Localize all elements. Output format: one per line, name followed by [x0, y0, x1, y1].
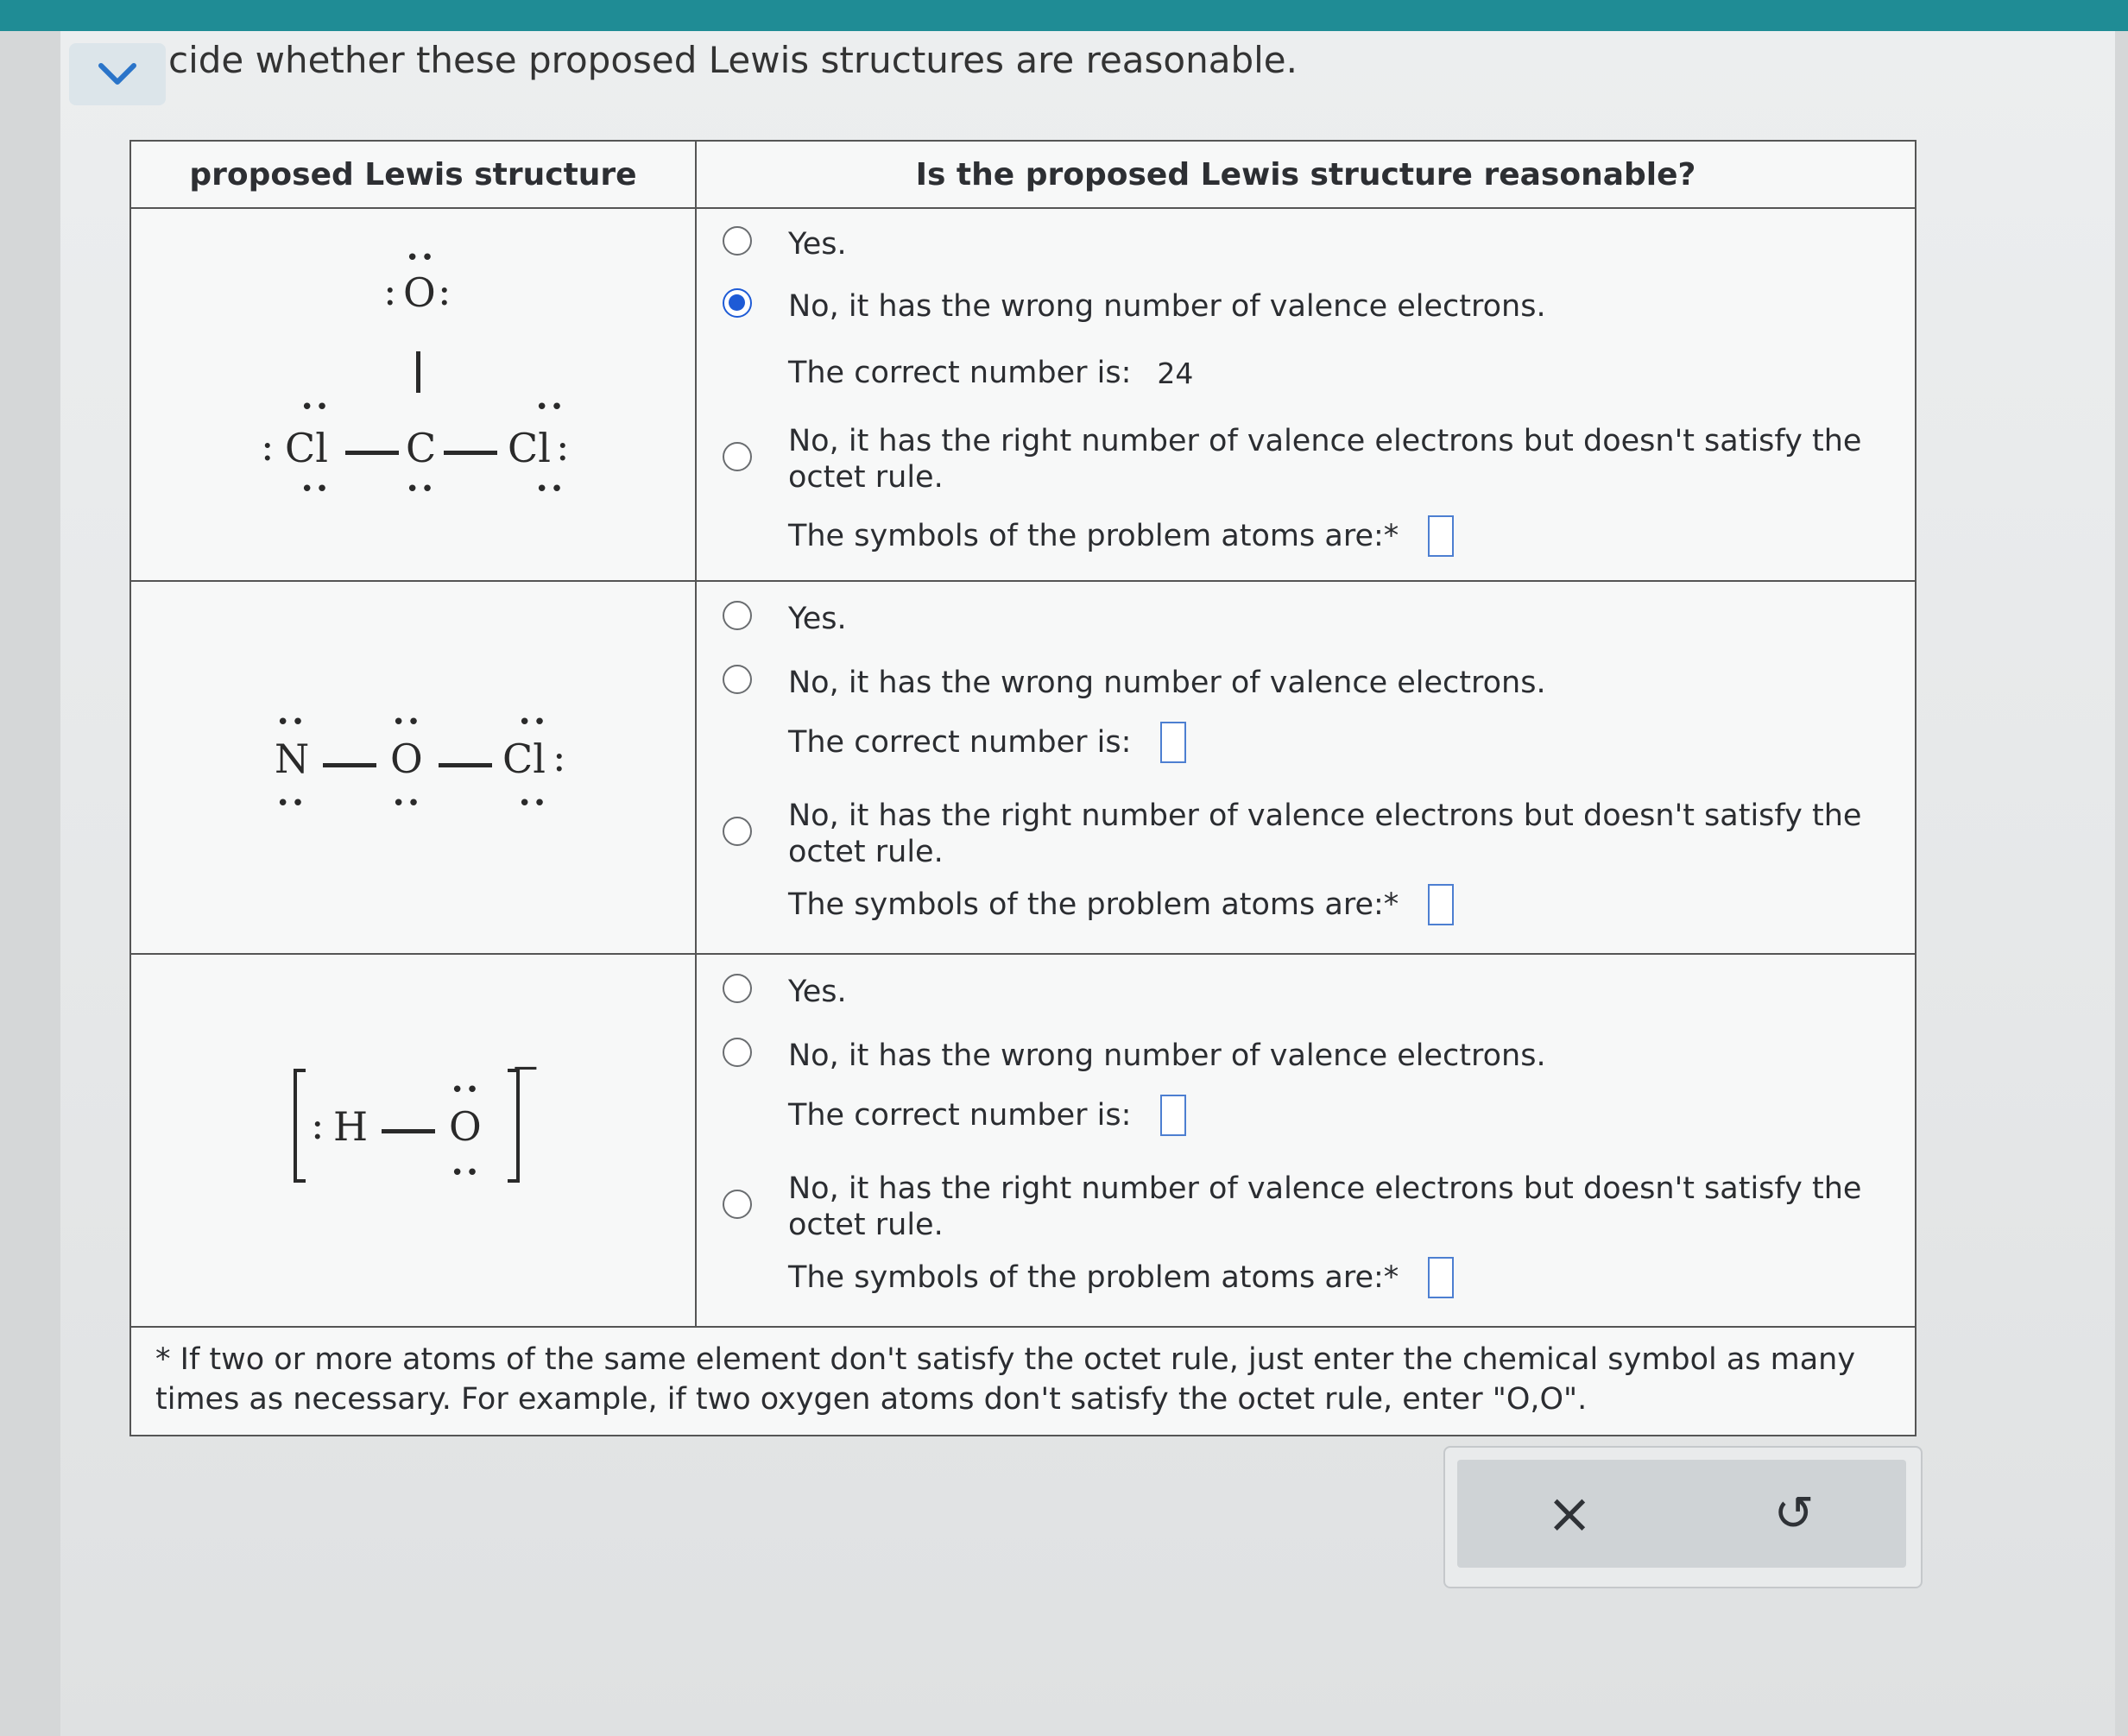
lone-pair: :: [553, 734, 566, 780]
atom-cl: Cl: [508, 425, 551, 471]
lone-pair: ••: [392, 710, 422, 735]
undo-button[interactable]: [1764, 1484, 1824, 1544]
lone-pair: :: [383, 268, 397, 314]
problem-atoms-label: The symbols of the problem atoms are:*: [788, 1260, 1399, 1295]
atom-cl: Cl: [285, 425, 328, 471]
table-row: [131, 209, 1915, 582]
option-wrong-count[interactable]: [723, 288, 1546, 325]
lone-pair: ••: [300, 477, 331, 502]
problem-atoms-input[interactable]: [1428, 515, 1454, 557]
options-2: [697, 582, 1915, 953]
header-reasonable: Is the proposed Lewis structure reasonable?: [915, 156, 1696, 193]
options-1: [697, 209, 1915, 580]
atom-o: O: [403, 269, 436, 316]
problem-atoms-label: The symbols of the problem atoms are:*: [788, 519, 1399, 553]
atom-o: O: [449, 1103, 482, 1150]
lone-pair: :: [438, 268, 451, 314]
close-icon: ×: [1546, 1482, 1593, 1546]
atom-o: O: [390, 735, 423, 782]
option-label: No, it has the wrong number of valence electrons.: [788, 1038, 1546, 1073]
charge-label: −: [511, 1048, 540, 1088]
undo-icon: ↺: [1773, 1486, 1815, 1542]
lone-pair: ••: [451, 1160, 481, 1186]
correct-number-value[interactable]: 24: [1157, 356, 1194, 390]
bond: [444, 451, 497, 455]
option-yes[interactable]: [723, 974, 847, 1010]
option-label: Yes.: [788, 975, 847, 1009]
atom-h: H: [333, 1103, 369, 1150]
correct-number-label: The correct number is:: [788, 356, 1132, 390]
correct-number-input[interactable]: [1160, 722, 1186, 763]
radio-button[interactable]: [723, 817, 752, 846]
radio-button[interactable]: [723, 974, 752, 1003]
lone-pair: ••: [276, 710, 306, 735]
footnote: * If two or more atoms of the same element don't satisfy the octet rule, just enter the chemical symbol as many times as necessary. For example, if two oxygen atoms don't satisfy the octet rule, enter "O,O".: [155, 1342, 1856, 1417]
table-row: [131, 582, 1915, 955]
problem-atoms-input[interactable]: [1428, 884, 1454, 925]
option-yes[interactable]: [723, 226, 847, 262]
lone-pair: ••: [300, 395, 331, 420]
option-wrong-count[interactable]: [723, 1038, 1546, 1074]
correct-number-row: [788, 722, 1186, 763]
action-bar: [1457, 1460, 1906, 1568]
option-label: No, it has the right number of valence electrons but doesn't satisfy the octet rule.: [788, 1171, 1862, 1242]
lone-pair: ••: [392, 791, 422, 817]
table-header: [131, 142, 1915, 209]
lone-pair: ••: [518, 791, 548, 817]
problem-atoms-input[interactable]: [1428, 1257, 1454, 1298]
option-octet[interactable]: [723, 423, 1871, 496]
option-label: Yes.: [788, 602, 847, 636]
header-structure: proposed Lewis structure: [131, 142, 697, 207]
lone-pair: ••: [518, 710, 548, 735]
option-octet[interactable]: [723, 798, 1871, 870]
option-label: No, it has the right number of valence electrons but doesn't satisfy the octet rule.: [788, 799, 1862, 869]
question-prompt: cide whether these proposed Lewis structures are reasonable.: [168, 39, 1298, 81]
collapse-toggle[interactable]: [69, 43, 166, 105]
options-3: [697, 955, 1915, 1326]
option-wrong-count[interactable]: [723, 665, 1546, 701]
radio-button[interactable]: [723, 601, 752, 630]
table-row: [131, 955, 1915, 1328]
correct-number-label: The correct number is:: [788, 1098, 1132, 1133]
atom-cl: Cl: [502, 735, 546, 782]
lone-pair: ••: [406, 477, 436, 502]
clear-button[interactable]: [1539, 1484, 1600, 1544]
option-label: Yes.: [788, 227, 847, 262]
option-octet[interactable]: [723, 1171, 1871, 1243]
atom-c: C: [406, 425, 437, 471]
lone-pair: :: [261, 423, 275, 470]
radio-button[interactable]: [723, 665, 752, 694]
radio-button[interactable]: [723, 226, 752, 256]
lewis-structure-2: [131, 582, 697, 953]
correct-number-label: The correct number is:: [788, 725, 1132, 760]
chevron-down-icon: [96, 60, 139, 88]
problem-atoms-row: [788, 1257, 1454, 1298]
bond: [382, 1129, 435, 1133]
lone-pair: ••: [406, 245, 436, 271]
option-label: No, it has the wrong number of valence electrons.: [788, 289, 1546, 324]
lone-pair: :: [556, 423, 570, 470]
correct-number-input[interactable]: [1160, 1095, 1186, 1136]
bond: [439, 763, 492, 767]
lone-pair: :: [311, 1102, 325, 1148]
lone-pair: ••: [451, 1077, 481, 1103]
problem-atoms-row: [788, 515, 1454, 557]
radio-button-selected[interactable]: [723, 288, 752, 318]
radio-button[interactable]: [723, 1038, 752, 1067]
bond: [416, 351, 420, 393]
lone-pair: ••: [535, 395, 565, 420]
correct-number-row: [788, 1095, 1186, 1136]
bond: [345, 451, 399, 455]
lewis-table: [129, 140, 1916, 1436]
lone-pair: ••: [276, 791, 306, 817]
problem-atoms-label: The symbols of the problem atoms are:*: [788, 887, 1399, 922]
bond: [323, 763, 376, 767]
option-label: No, it has the right number of valence electrons but doesn't satisfy the octet rule.: [788, 424, 1862, 495]
action-panel: [1443, 1446, 1923, 1588]
option-yes[interactable]: [723, 601, 847, 637]
atom-n: N: [275, 735, 310, 782]
top-banner: [0, 0, 2128, 31]
correct-number-row: [788, 356, 1193, 390]
option-label: No, it has the wrong number of valence electrons.: [788, 666, 1546, 700]
radio-button[interactable]: [723, 1190, 752, 1219]
radio-button[interactable]: [723, 442, 752, 471]
lone-pair: ••: [535, 477, 565, 502]
lewis-structure-1: [131, 209, 697, 580]
problem-atoms-row: [788, 884, 1454, 925]
lewis-structure-3: [131, 955, 697, 1326]
